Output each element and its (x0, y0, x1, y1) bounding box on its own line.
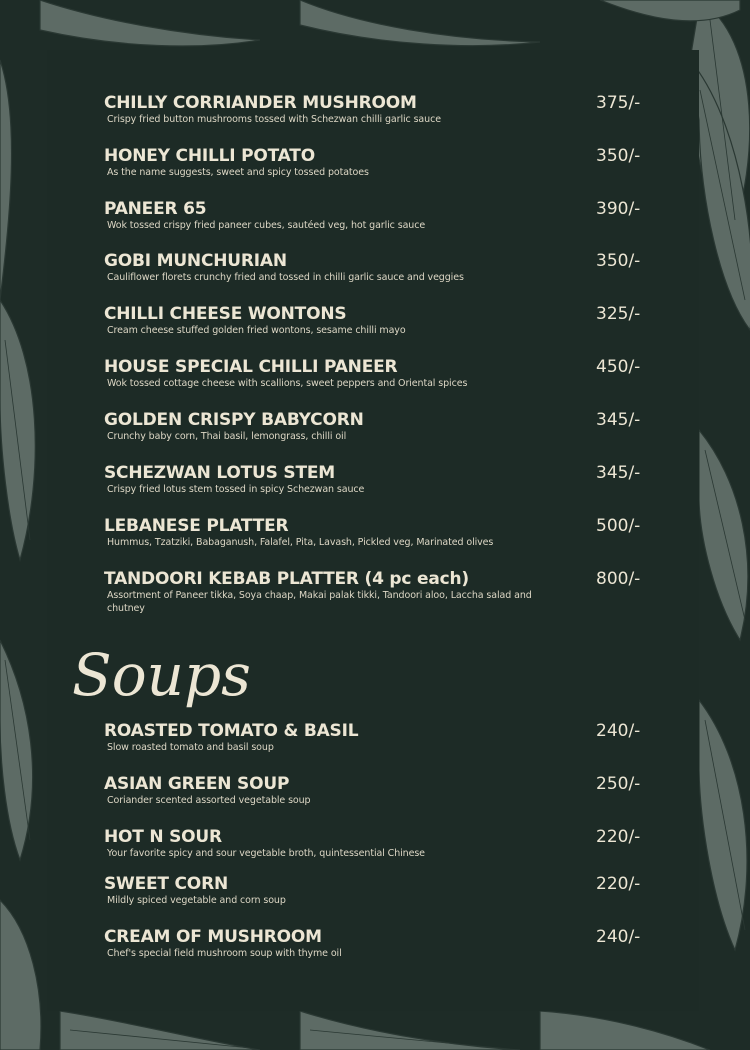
menu-item-description: Cauliflower florets crunchy fried and tossed in chilli garlic sauce and veggies (107, 272, 464, 283)
menu-item-name: CREAM OF MUSHROOM (104, 927, 322, 947)
menu-item-name: HOUSE SPECIAL CHILLI PANEER (104, 357, 398, 377)
menu-item-price: 325/- (596, 304, 641, 324)
menu-item-description: Cream cheese stuffed golden fried wontons, sesame chilli mayo (107, 325, 406, 336)
menu-item-description: Slow roasted tomato and basil soup (107, 742, 274, 753)
menu-item-name: ROASTED TOMATO & BASIL (104, 721, 359, 741)
menu-item-price: 345/- (596, 463, 641, 483)
menu-item-price: 250/- (596, 774, 641, 794)
menu-item-price: 240/- (596, 927, 641, 947)
menu-item-description: Chef's special field mushroom soup with thyme oil (107, 948, 342, 959)
menu-item-name: CHILLY CORRIANDER MUSHROOM (104, 93, 417, 113)
menu-item-description: As the name suggests, sweet and spicy tossed potatoes (107, 167, 369, 178)
menu-item-name: HONEY CHILLI POTATO (104, 146, 315, 166)
menu-item-description: Hummus, Tzatziki, Babaganush, Falafel, Pita, Lavash, Pickled veg, Marinated olives (107, 537, 494, 548)
menu-item-name: TANDOORI KEBAB PLATTER (4 pc each) (104, 569, 469, 589)
menu-item-name: SWEET CORN (104, 874, 228, 894)
section-title-soups: Soups (72, 641, 251, 709)
menu-item-description: Crispy fried button mushrooms tossed with Schezwan chilli garlic sauce (107, 114, 441, 125)
menu-item-description: Assortment of Paneer tikka, Soya chaap, Makai palak tikki, Tandoori aloo, Laccha salad and chutney (107, 590, 532, 614)
menu-item-name: ASIAN GREEN SOUP (104, 774, 290, 794)
menu-item-name: LEBANESE PLATTER (104, 516, 289, 536)
menu-item-description: Wok tossed cottage cheese with scallions, sweet peppers and Oriental spices (107, 378, 468, 389)
menu-item-price: 375/- (596, 93, 641, 113)
menu-item-name: SCHEZWAN LOTUS STEM (104, 463, 335, 483)
menu-item-description: Crispy fried lotus stem tossed in spicy Schezwan sauce (107, 484, 365, 495)
menu-item-price: 240/- (596, 721, 641, 741)
menu-item-name: CHILLI CHEESE WONTONS (104, 304, 347, 324)
menu-item-price: 800/- (596, 569, 641, 589)
menu-item-description: Mildly spiced vegetable and corn soup (107, 895, 286, 906)
menu-item-description: Wok tossed crispy fried paneer cubes, sautéed veg, hot garlic sauce (107, 220, 426, 231)
menu-item-price: 350/- (596, 251, 641, 271)
menu-item-price: 450/- (596, 357, 641, 377)
menu-item-price: 390/- (596, 199, 641, 219)
menu-item-name: GOBI MUNCHURIAN (104, 251, 287, 271)
menu-item-price: 220/- (596, 874, 641, 894)
menu-item-price: 345/- (596, 410, 641, 430)
menu-item-description: Coriander scented assorted vegetable soup (107, 795, 311, 806)
menu-item-description: Your favorite spicy and sour vegetable broth, quintessential Chinese (107, 848, 425, 859)
menu-item-price: 500/- (596, 516, 641, 536)
menu-item-price: 220/- (596, 827, 641, 847)
menu-item-price: 350/- (596, 146, 641, 166)
menu-item-name: GOLDEN CRISPY BABYCORN (104, 410, 364, 430)
menu-item-name: PANEER 65 (104, 199, 207, 219)
menu-item-description: Crunchy baby corn, Thai basil, lemongrass, chilli oil (107, 431, 347, 442)
menu-item-name: HOT N SOUR (104, 827, 222, 847)
